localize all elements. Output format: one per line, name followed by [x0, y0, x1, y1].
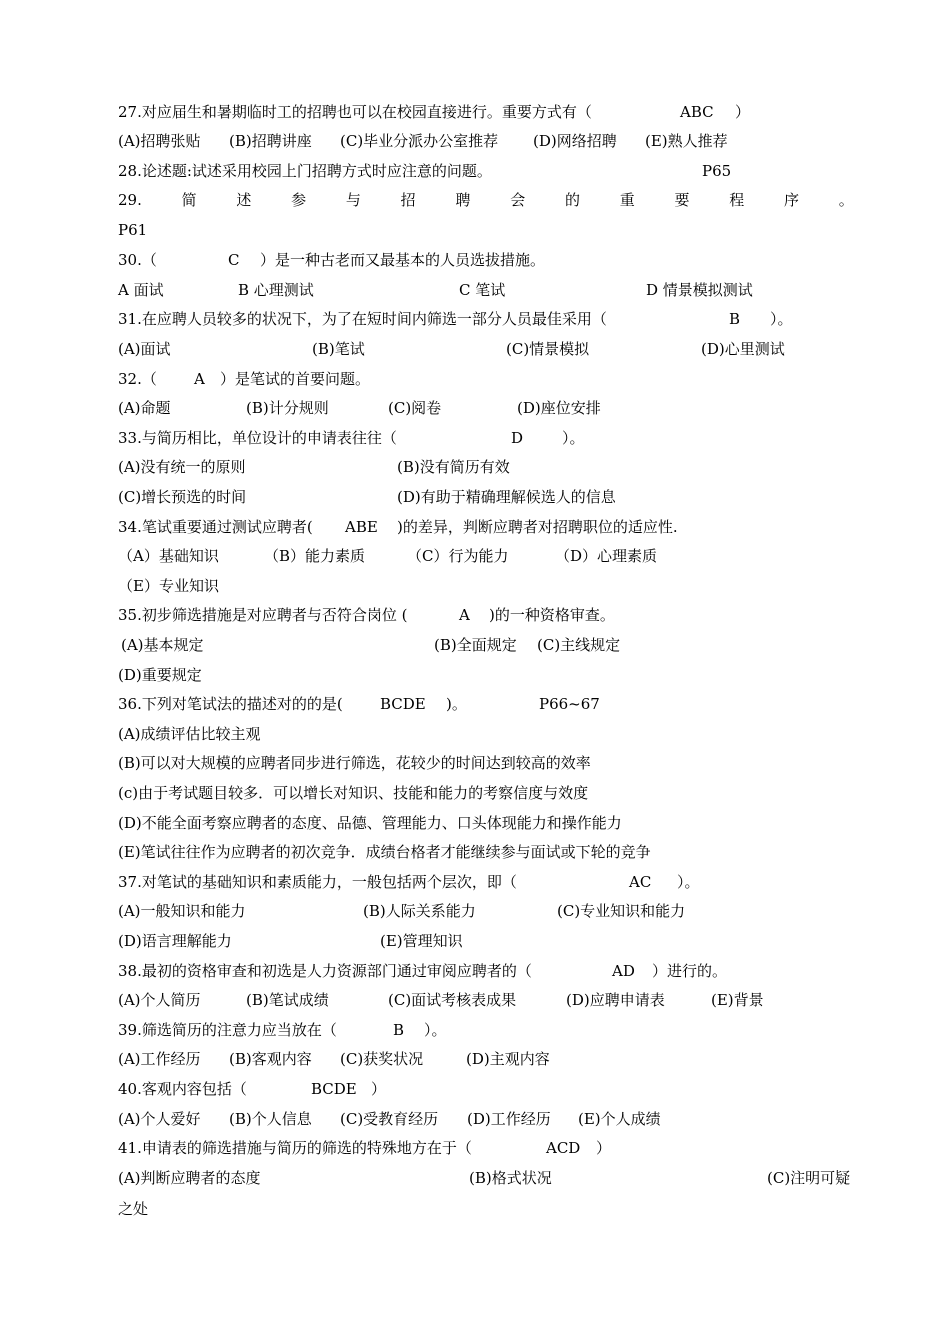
char: 要: [674, 191, 690, 209]
option: (C)主线规定: [537, 636, 621, 654]
q36-text: [118, 692, 600, 716]
char: 简: [181, 191, 197, 209]
page-ref: P66~67: [539, 695, 600, 713]
option: (B)招聘讲座: [229, 132, 312, 150]
answer: D: [511, 429, 524, 447]
question-stem: 36.下列对笔试法的描述对的的是(: [118, 695, 343, 713]
q35-options-row2: [118, 663, 202, 687]
option: C 笔试: [459, 281, 506, 299]
question-number: 29.: [118, 191, 142, 209]
bracket: ）: [735, 103, 751, 121]
option: (B)个人信息: [229, 1110, 312, 1128]
q41-options-cont: [118, 1197, 149, 1221]
option: (E)笔试往往作为应聘者的初次竞争．成绩台格者才能继续参与面试或下轮的竞争: [118, 843, 651, 861]
question-stem: 30.（: [118, 251, 157, 269]
question-stem: 35.初步筛选措施是对应聘者与否符合岗位 (: [118, 606, 408, 624]
q27-text: [118, 100, 751, 124]
option: (E)个人成绩: [578, 1110, 661, 1128]
option: (B)全面规定: [434, 636, 517, 654]
q32-text: [118, 367, 371, 391]
q29-page-ref: [118, 218, 148, 242]
q36-option-c: [118, 781, 589, 805]
option: (C)面试考核表成果: [388, 991, 517, 1009]
option: (A)招聘张贴: [118, 132, 201, 150]
q30-text: [118, 248, 546, 272]
question-stem: 34.笔试重要通过测试应聘者(: [118, 518, 313, 536]
q27-options: [118, 129, 728, 153]
option: (C)毕业分派办公室推荐: [340, 132, 499, 150]
question-stem: 39.筛选简历的注意力应当放在（: [118, 1021, 337, 1039]
option: (A)命题: [118, 399, 171, 417]
option: B 心理测试: [238, 281, 314, 299]
answer: BCDE: [380, 695, 426, 713]
answer: AC: [629, 873, 652, 891]
q31-options: [118, 337, 785, 361]
answer: AD: [612, 962, 635, 980]
question-stem: 32.（: [118, 370, 157, 388]
option: (B)没有简历有效: [397, 458, 510, 476]
char: 述: [236, 191, 252, 209]
answer: BCDE: [311, 1080, 357, 1098]
option: (D)有助于精确理解候选人的信息: [397, 488, 616, 506]
bracket: ）: [371, 1080, 387, 1098]
q34-text: [118, 515, 678, 539]
char: 聘: [455, 191, 471, 209]
char: 招: [400, 191, 416, 209]
q36-option-b: [118, 751, 591, 775]
option: (E)背景: [711, 991, 764, 1009]
option: (C)情景模拟: [506, 340, 590, 358]
option: (A)个人简历: [118, 991, 201, 1009]
question-stem: ）是一种古老而又最基本的人员选拔措施。: [260, 251, 546, 269]
char: 与: [345, 191, 361, 209]
option: (D)主观内容: [466, 1050, 550, 1068]
q37-options-row1: [118, 899, 686, 923]
answer: ACD: [546, 1139, 581, 1157]
question-stem: ）是笔试的首要问题。: [220, 370, 371, 388]
option: (C)注明可疑: [767, 1169, 851, 1187]
bracket: ）。: [424, 1021, 447, 1039]
q40-text: [118, 1077, 387, 1101]
bracket: ）。: [677, 873, 700, 891]
option: (D)工作经历: [467, 1110, 551, 1128]
option: (B)格式状况: [469, 1169, 552, 1187]
answer: C: [228, 251, 240, 269]
question-stem: 28.论述题:试述采用校园上门招聘方式时应注意的问题。: [118, 162, 492, 180]
q36-option-a: [118, 722, 261, 746]
q39-options: [118, 1047, 550, 1071]
q37-text: [118, 870, 700, 894]
option: (D)心里测试: [701, 340, 785, 358]
question-stem: ）进行的。: [652, 962, 728, 980]
option: (A)个人爱好: [118, 1110, 201, 1128]
answer: A: [459, 606, 470, 624]
q33-text: [118, 426, 585, 450]
option: （D）心理素质: [555, 547, 658, 565]
question-stem: 27.对应届生和暑期临时工的招聘也可以在校园直接进行。重要方式有（: [118, 103, 592, 121]
option: (C)专业知识和能力: [557, 902, 686, 920]
answer: A: [194, 370, 205, 388]
q36-option-d: [118, 811, 622, 835]
option: (C)增长预选的时间: [118, 488, 247, 506]
q32-options: [118, 396, 601, 420]
option: (A)工作经历: [118, 1050, 201, 1068]
answer: ABE: [345, 518, 378, 536]
option: (B)笔试成绩: [246, 991, 329, 1009]
option: (A)成绩评估比较主观: [118, 725, 261, 743]
q36-option-e: [118, 840, 651, 864]
option: (D)座位安排: [517, 399, 601, 417]
option: (E)熟人推荐: [645, 132, 728, 150]
option: （B）能力素质: [264, 547, 366, 565]
question-stem: 37.对笔试的基础知识和素质能力，一般包括两个层次，即（: [118, 873, 517, 891]
question-stem: 38.最初的资格审查和初选是人力资源部门通过审阅应聘者的（: [118, 962, 532, 980]
q31-text: [118, 307, 793, 331]
char: 参: [291, 191, 307, 209]
q35-options-row1: [118, 633, 621, 657]
option: (D)不能全面考察应聘者的态度、品德、管理能力、口头体现能力和操作能力: [118, 814, 622, 832]
q33-options-row2: [118, 485, 616, 509]
option: (A)判断应聘者的态度: [118, 1169, 261, 1187]
char: 重: [619, 191, 635, 209]
option: (B)客观内容: [229, 1050, 312, 1068]
option: (B)人际关系能力: [363, 902, 476, 920]
char: 的: [564, 191, 580, 209]
option: (D)语言理解能力: [118, 932, 232, 950]
option: (B)笔试: [312, 340, 365, 358]
q29-text: [118, 188, 854, 212]
q34-options-row1: [118, 544, 658, 568]
option: (C)阅卷: [388, 399, 442, 417]
option: (D)网络招聘: [533, 132, 617, 150]
char: 会: [510, 191, 526, 209]
option: (A)基本规定: [121, 636, 204, 654]
q34-options-row2: [118, 574, 219, 598]
option: (B)可以对大规模的应聘者同步进行筛选，花较少的时间达到较高的效率: [118, 754, 591, 772]
option: (E)管理知识: [380, 932, 463, 950]
q37-options-row2: [118, 929, 463, 953]
q33-options-row1: [118, 455, 510, 479]
question-stem: )的一种资格审查。: [489, 606, 615, 624]
option: (D)重要规定: [118, 666, 202, 684]
q28-text: [118, 159, 732, 183]
bracket: ）。: [562, 429, 585, 447]
bracket: ）: [596, 1139, 612, 1157]
option: (C)获奖状况: [340, 1050, 424, 1068]
answer: ABC: [680, 103, 714, 121]
option: (A)一般知识和能力: [118, 902, 246, 920]
option: (A)没有统一的原则: [118, 458, 246, 476]
q38-options: [118, 988, 764, 1012]
char: 程: [729, 191, 745, 209]
option-continuation: 之处: [118, 1200, 149, 1218]
option: (A)面试: [118, 340, 171, 358]
q41-text: [118, 1136, 612, 1160]
option: (C)受教育经历: [340, 1110, 439, 1128]
answer: B: [393, 1021, 405, 1039]
char: 。: [838, 191, 854, 209]
option: A 面试: [118, 281, 164, 299]
question-stem: )的差异，判断应聘者对招聘职位的适应性.: [397, 518, 678, 536]
option: D 情景模拟测试: [646, 281, 753, 299]
question-stem: 41.申请表的筛选措施与简历的筛选的特殊地方在于（: [118, 1139, 472, 1157]
q30-options: [118, 278, 753, 302]
answer: B: [729, 310, 741, 328]
q39-text: [118, 1018, 447, 1042]
q40-options: [118, 1107, 661, 1131]
bracket: )。: [446, 695, 467, 713]
q41-options: [118, 1166, 851, 1190]
option: (c)由于考试题目较多．可以增长对知识、技能和能力的考察信度与效度: [118, 784, 589, 802]
q38-text: [118, 959, 728, 983]
bracket: ）。: [770, 310, 793, 328]
char: 序: [784, 191, 800, 209]
page-ref: P65: [702, 162, 732, 180]
option: （C）行为能力: [407, 547, 509, 565]
option: （A）基础知识: [118, 547, 219, 565]
question-stem: 31.在应聘人员较多的状况下，为了在短时间内筛选一部分人员最佳采用（: [118, 310, 607, 328]
option: (B)计分规则: [246, 399, 329, 417]
option: （E）专业知识: [118, 577, 219, 595]
option: (D)应聘申请表: [566, 991, 665, 1009]
page-ref: P61: [118, 221, 148, 239]
question-stem: 33.与简历相比，单位设计的申请表往往（: [118, 429, 397, 447]
q35-text: [118, 603, 615, 627]
question-stem: 40.客观内容包括（: [118, 1080, 247, 1098]
